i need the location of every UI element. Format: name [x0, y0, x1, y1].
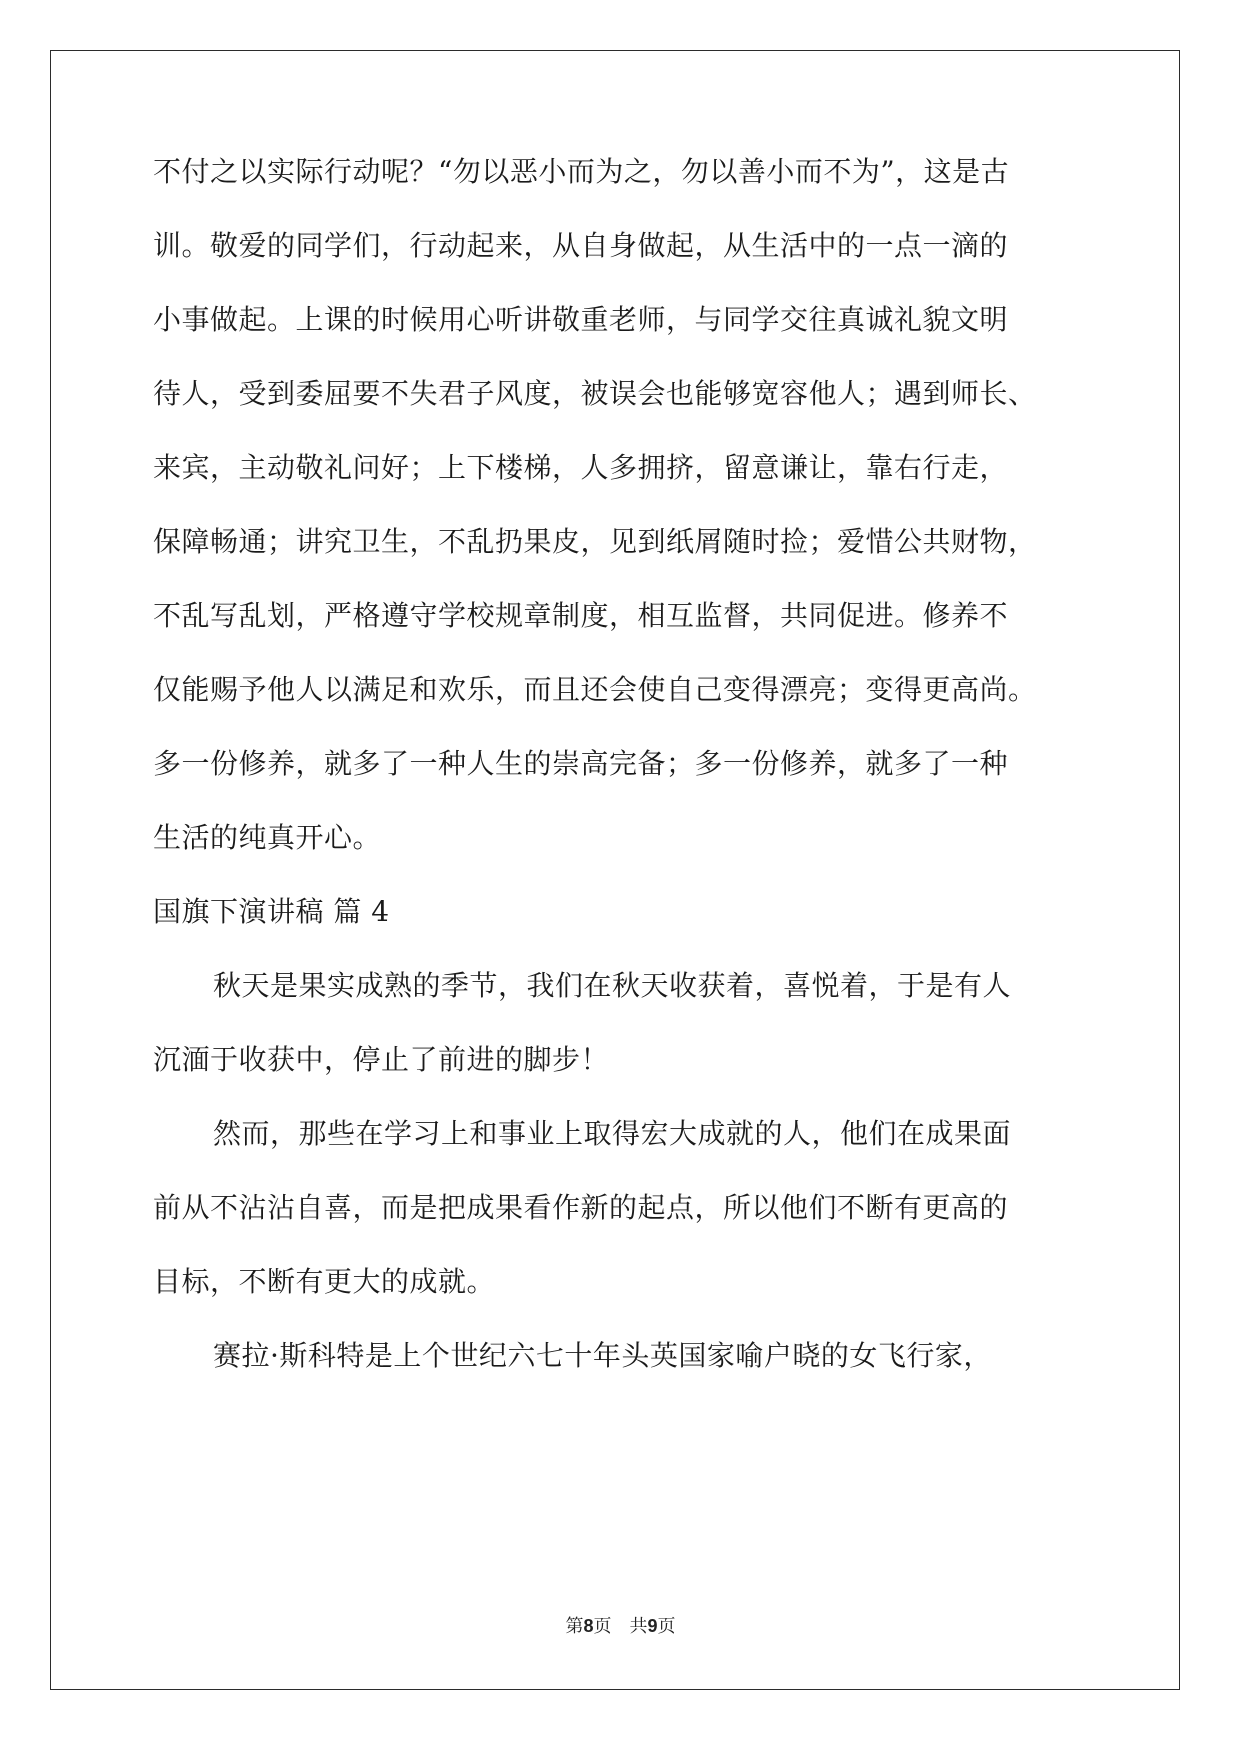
text-line: 来宾，主动敬礼问好；上下楼梯，人多拥挤，留意谦让，靠右行走，	[153, 451, 1009, 484]
paragraph-line: 沉湎于收获中，停止了前进的脚步！	[153, 1043, 610, 1076]
current-page-number: 8	[583, 1616, 594, 1636]
text-line: 保障畅通；讲究卫生，不乱扔果皮，见到纸屑随时捡；爱惜公共财物，	[153, 525, 1037, 558]
text-line: 训。敬爱的同学们，行动起来，从自身做起，从生活中的一点一滴的	[153, 229, 1009, 262]
page-label-suffix: 页	[593, 1616, 612, 1637]
section-title: 国旗下演讲稿 篇 4	[153, 895, 390, 928]
paragraph-line: 然而，那些在学习上和事业上取得宏大成就的人，他们在成果面	[213, 1117, 1012, 1150]
total-label-prefix: 共	[629, 1616, 648, 1637]
page-label-prefix: 第	[565, 1616, 584, 1637]
text-line: 小事做起。上课的时候用心听讲敬重老师，与同学交往真诚礼貌文明	[153, 303, 1009, 336]
total-label-suffix: 页	[657, 1616, 676, 1637]
text-line: 多一份修养，就多了一种人生的崇高完备；多一份修养，就多了一种	[153, 747, 1009, 780]
paragraph-line: 前从不沾沾自喜，而是把成果看作新的起点，所以他们不断有更高的	[153, 1191, 1009, 1224]
paragraph-line: 赛拉·斯科特是上个世纪六七十年头英国家喻户晓的女飞行家，	[213, 1339, 992, 1372]
page-footer	[0, 1614, 1241, 1639]
page-border	[50, 50, 1180, 1690]
text-line: 不乱写乱划，严格遵守学校规章制度，相互监督，共同促进。修养不	[153, 599, 1009, 632]
text-line: 不付之以实际行动呢？“勿以恶小而为之，勿以善小而不为”，这是古	[153, 155, 1010, 188]
text-line: 待人，受到委屈要不失君子风度，被误会也能够宽容他人；遇到师长、	[153, 377, 1037, 410]
paragraph-line: 目标，不断有更大的成就。	[153, 1265, 496, 1298]
text-line: 生活的纯真开心。	[153, 821, 382, 854]
paragraph-line: 秋天是果实成熟的季节，我们在秋天收获着，喜悦着，于是有人	[213, 969, 1012, 1002]
text-line: 仅能赐予他人以满足和欢乐，而且还会使自己变得漂亮；变得更高尚。	[153, 673, 1037, 706]
total-page-number: 9	[647, 1616, 658, 1636]
